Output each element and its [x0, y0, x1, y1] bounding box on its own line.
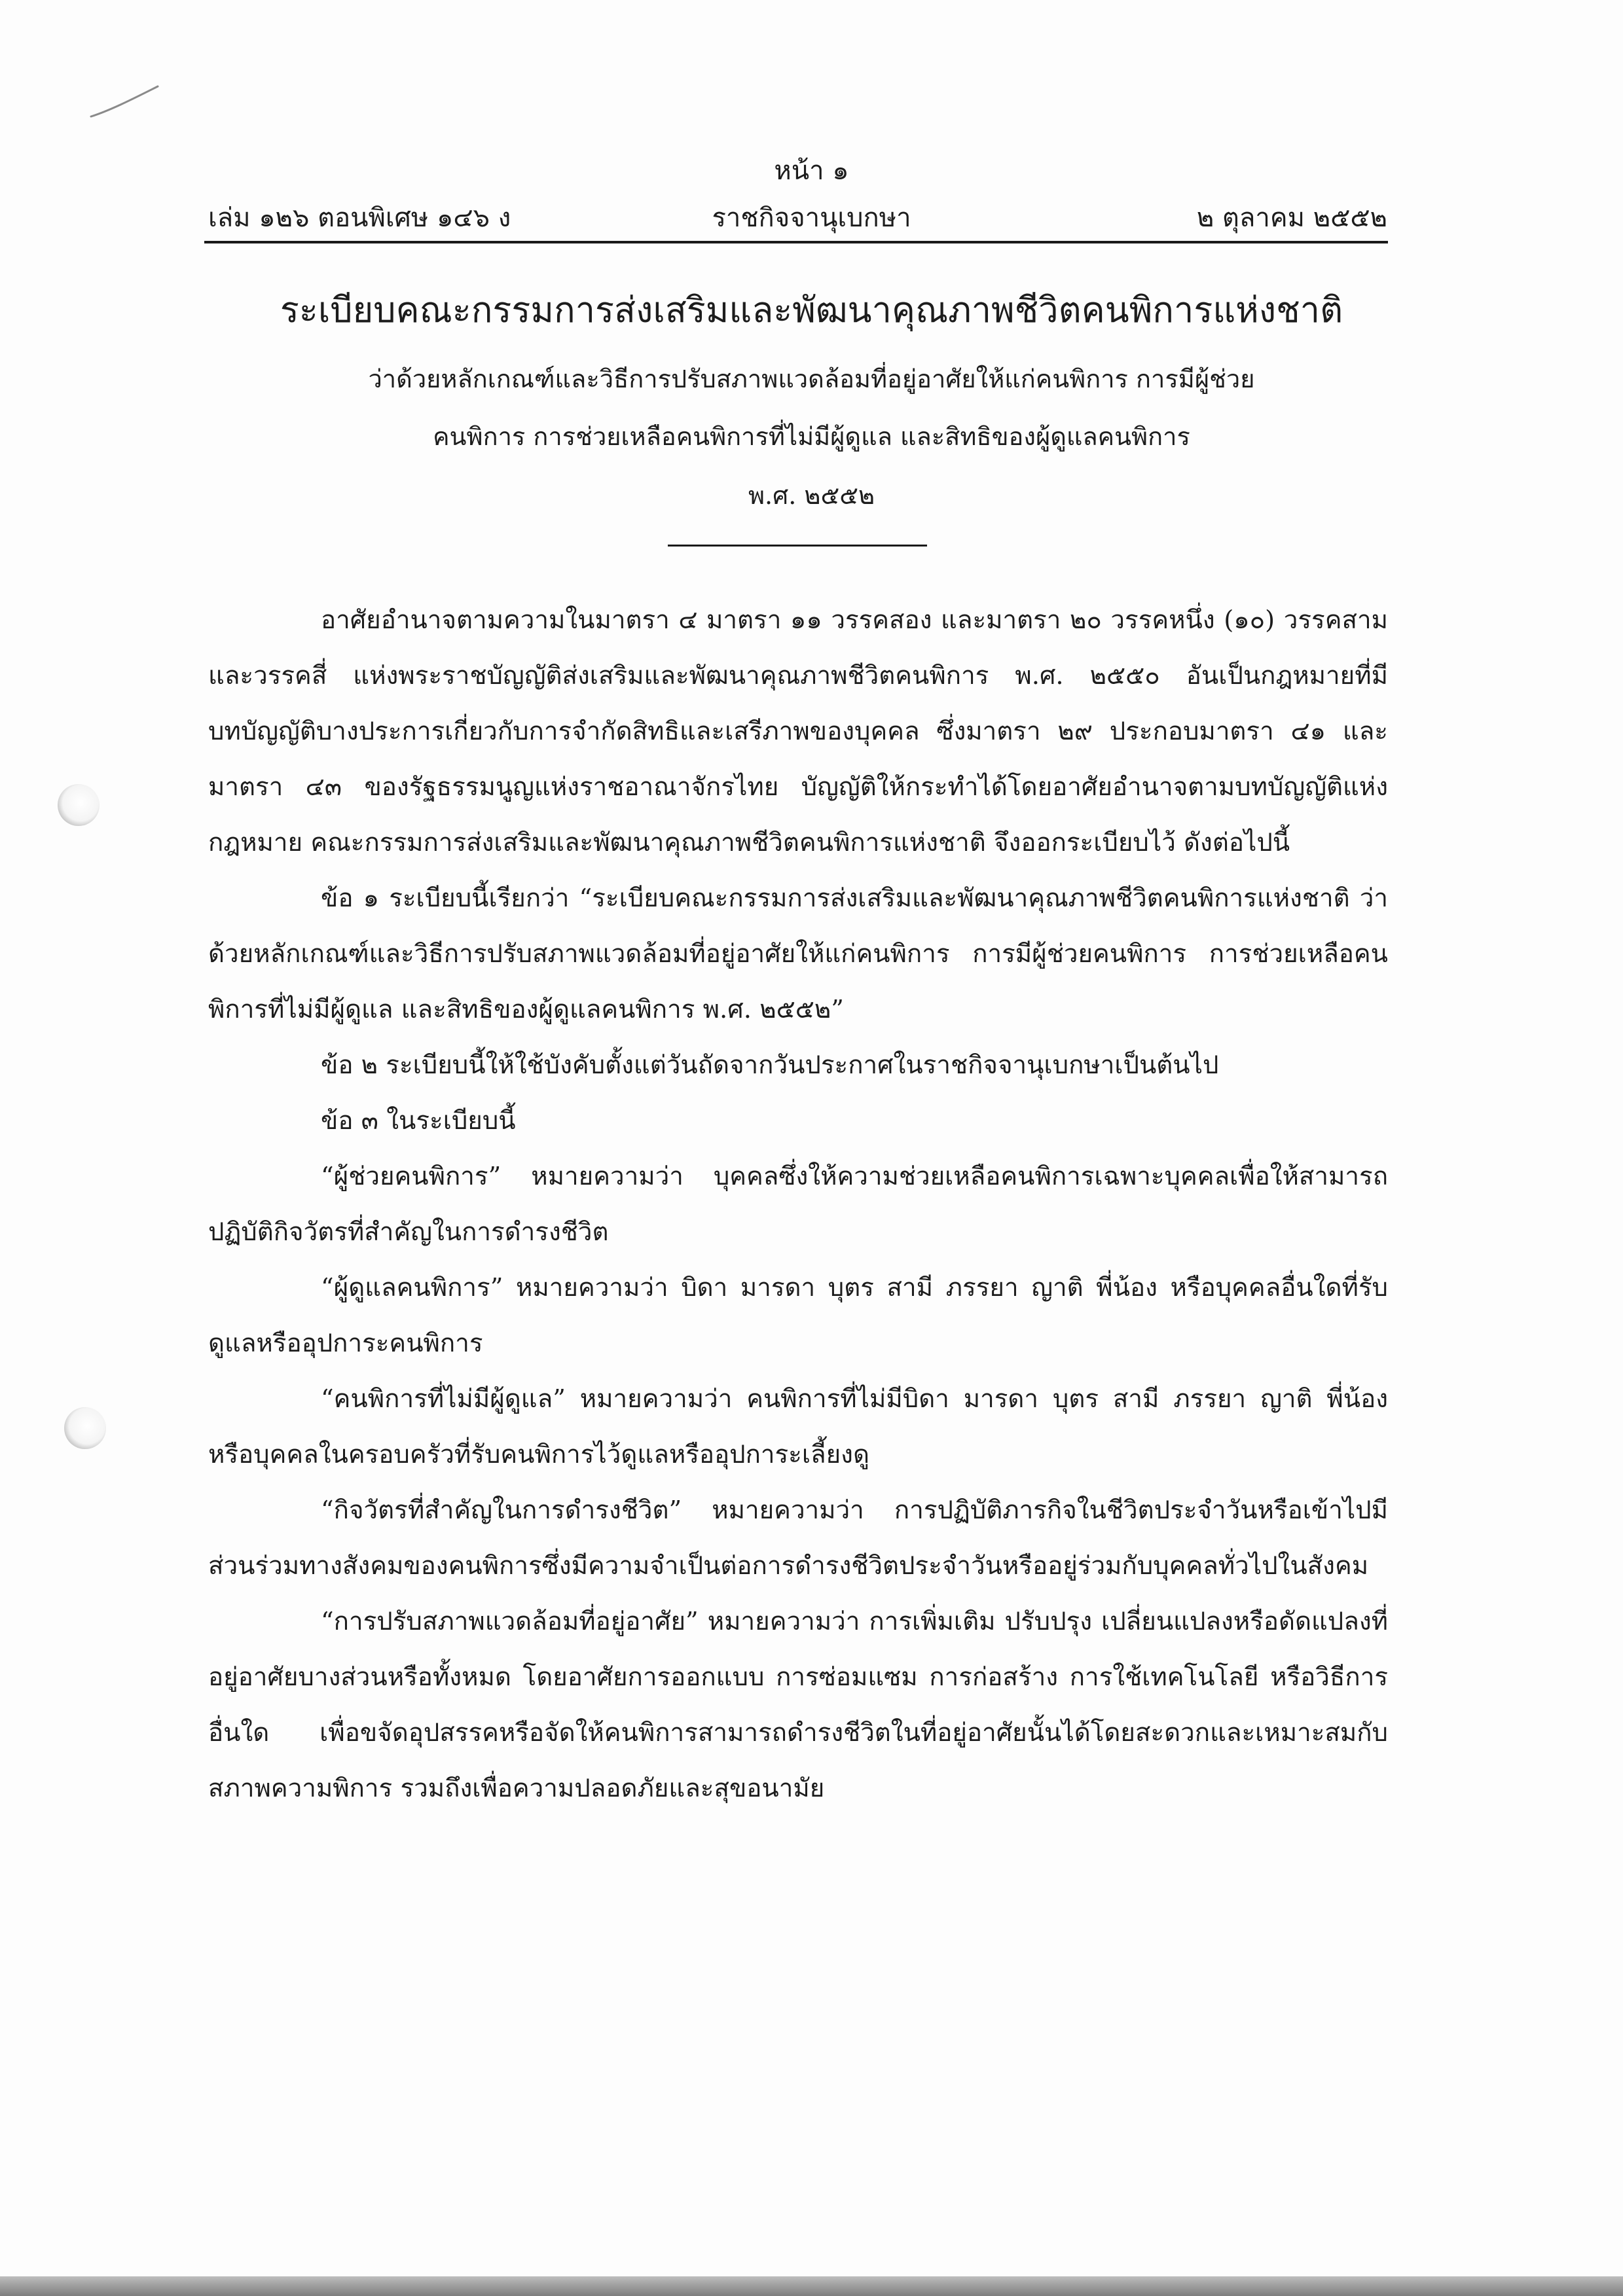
- publication-name: ราชกิจจานุเบกษา: [712, 203, 911, 233]
- clause-2-paragraph: ข้อ ๒ ระเบียบนี้ให้ใช้บังคับตั้งแต่วันถัดจากวันประกาศในราชกิจจานุเบกษาเป็นต้นไป: [321, 1050, 1219, 1080]
- regulation-body: [208, 592, 1388, 1816]
- regulation-subtitle-line2: คนพิการ การช่วยเหลือคนพิการที่ไม่มีผู้ดูแล และสิทธิของผู้ดูแลคนพิการ: [433, 422, 1190, 451]
- clause-1-paragraph: ข้อ ๑ ระเบียบนี้เรียกว่า “ระเบียบคณะกรรมการส่งเสริมและพัฒนาคุณภาพชีวิตคนพิการแห่งชาติ ว่าด้วยหลักเกณฑ์และวิธีการปรับสภาพแวดล้อมที่อยู่อาศัยให้แก่คนพิการ การมีผู้ช่วยคนพิการ การช่วยเหลือคนพิการที่ไม่มีผู้ดูแล และสิทธิของผู้ดูแลคนพิการ พ.ศ. ๒๕๕๒”: [208, 884, 1388, 1024]
- definition-assistant: “ผู้ช่วยคนพิการ” หมายความว่า บุคคลซึ่งให้ความช่วยเหลือคนพิการเฉพาะบุคคลเพื่อให้สามารถปฏิบัติกิจวัตรที่สำคัญในการดำรงชีวิต: [208, 1162, 1388, 1247]
- preamble-paragraph: อาศัยอำนาจตามความในมาตรา ๔ มาตรา ๑๑ วรรคสอง และมาตรา ๒๐ วรรคหนึ่ง (๑๐) วรรคสามและวรรคสี่ แห่งพระราชบัญญัติส่งเสริมและพัฒนาคุณภาพชีวิตคนพิการ พ.ศ. ๒๕๕๐ อันเป็นกฎหมายที่มีบทบัญญัติบางประการเกี่ยวกับการจำกัดสิทธิและเสรีภาพของบุคคล ซึ่งมาตรา ๒๙ ประกอบมาตรา ๔๑ และมาตรา ๔๓ ของรัฐธรรมนูญแห่งราชอาณาจักรไทย บัญญัติให้กระทำได้โดยอาศัยอำนาจตามบทบัญญัติแห่งกฎหมาย คณะกรรมการส่งเสริมและพัฒนาคุณภาพชีวิตคนพิการแห่งชาติ จึงออกระเบียบไว้ ดังต่อไปนี้: [208, 605, 1388, 857]
- definition-daily-routine: “กิจวัตรที่สำคัญในการดำรงชีวิต” หมายความว่า การปฏิบัติภารกิจในชีวิตประจำวันหรือเข้าไปมีส่วนร่วมทางสังคมของคนพิการซึ่งมีความจำเป็นต่อการดำรงชีวิตประจำวันหรืออยู่ร่วมกับบุคคลทั่วไปในสังคม: [208, 1496, 1388, 1581]
- regulation-subtitle-line1: ว่าด้วยหลักเกณฑ์และวิธีการปรับสภาพแวดล้อมที่อยู่อาศัยให้แก่คนพิการ การมีผู้ช่วย: [368, 365, 1255, 393]
- clause-3-paragraph: ข้อ ๓ ในระเบียบนี้: [321, 1106, 516, 1136]
- punch-hole-mark: [58, 784, 100, 826]
- header-divider: [204, 241, 1388, 243]
- definition-caregiver: “ผู้ดูแลคนพิการ” หมายความว่า บิดา มารดา บุตร สามี ภรรยา ญาติ พี่น้อง หรือบุคคลอื่นใดที่รับดูแลหรืออุปการะคนพิการ: [208, 1273, 1388, 1358]
- regulation-title: ระเบียบคณะกรรมการส่งเสริมและพัฒนาคุณภาพชีวิตคนพิการแห่งชาติ: [280, 289, 1343, 331]
- scan-bottom-edge: [0, 2276, 1623, 2296]
- punch-hole-mark: [64, 1407, 106, 1449]
- definition-no-caregiver: “คนพิการที่ไม่มีผู้ดูแล” หมายความว่า คนพิการที่ไม่มีบิดา มารดา บุตร สามี ภรรยา ญาติ พี่น้อง หรือบุคคลในครอบครัวที่รับคนพิการไว้ดูแลหรืออุปการะเลี้ยงดู: [208, 1384, 1388, 1469]
- title-divider: [668, 545, 927, 547]
- volume-info: เล่ม ๑๒๖ ตอนพิเศษ ๑๔๖ ง: [208, 203, 511, 233]
- publication-date: ๒ ตุลาคม ๒๕๕๒: [1196, 203, 1387, 233]
- page-number: หน้า ๑: [774, 156, 849, 186]
- pencil-stroke-mark: [88, 84, 160, 120]
- definition-home-adaptation: “การปรับสภาพแวดล้อมที่อยู่อาศัย” หมายความว่า การเพิ่มเติม ปรับปรุง เปลี่ยนแปลงหรือดัดแปลงที่อยู่อาศัยบางส่วนหรือทั้งหมด โดยอาศัยการออกแบบ การซ่อมแซม การก่อสร้าง การใช้เทคโนโลยี หรือวิธีการอื่นใด เพื่อขจัดอุปสรรคหรือจัดให้คนพิการสามารถดำรงชีวิตในที่อยู่อาศัยนั้นได้โดยสะดวกและเหมาะสมกับสภาพความพิการ รวมถึงเพื่อความปลอดภัยและสุขอนามัย: [208, 1607, 1389, 1803]
- regulation-year: พ.ศ. ๒๕๕๒: [748, 481, 875, 510]
